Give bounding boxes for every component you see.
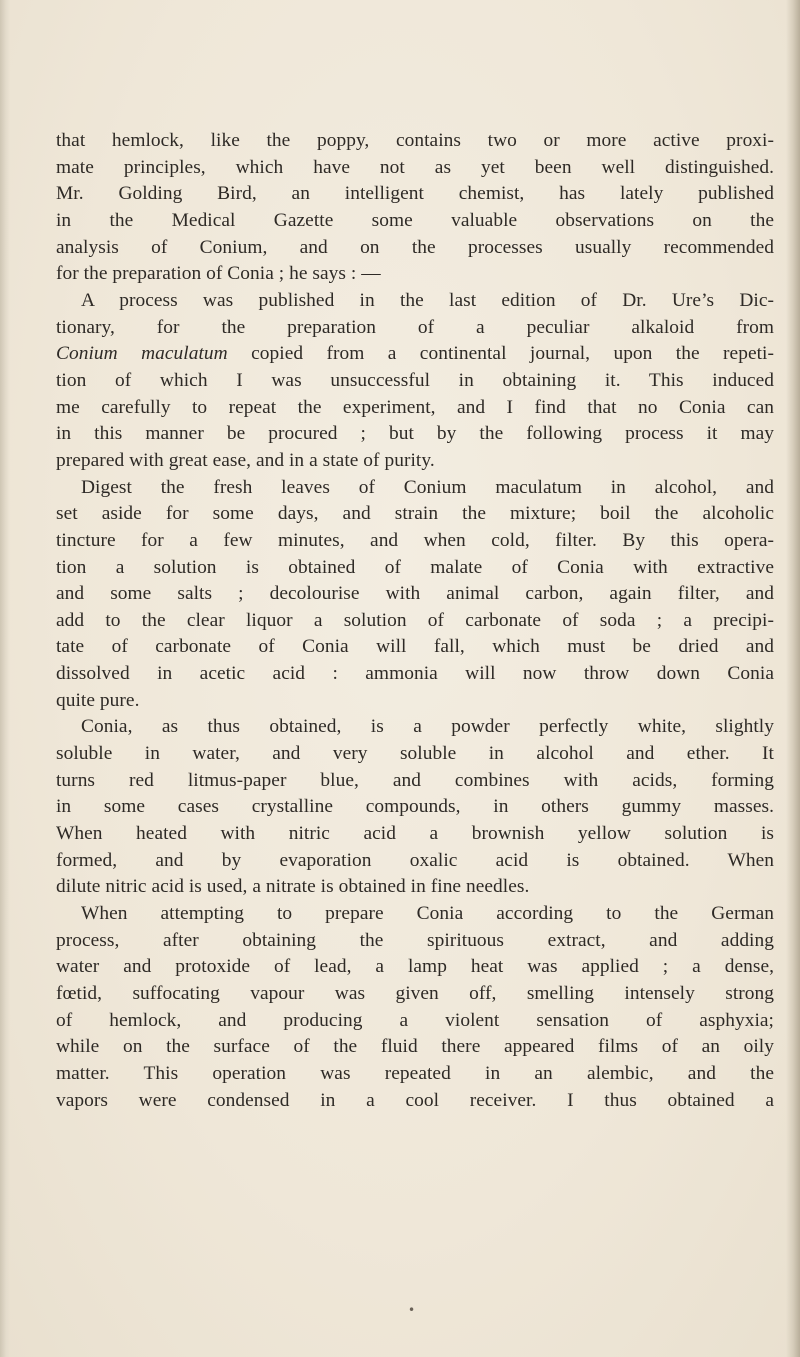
text-line: When heated with nitric acid a brownish yellow solution is: [56, 823, 774, 845]
text-line: in some cases crystalline compounds, in others gummy masses.: [56, 796, 774, 818]
text-line: in this manner be procured ; but by the following process it may: [56, 423, 774, 445]
text-line: dissolved in acetic acid : ammonia will now throw down Conia: [56, 663, 774, 685]
page-binding-edge: [786, 0, 800, 1357]
text-line: prepared with great ease, and in a state of purity.: [56, 449, 435, 471]
text-line: tate of carbonate of Conia will fall, which must be dried and: [56, 636, 774, 658]
text-line-with-italic: [56, 341, 774, 368]
text-line: process, after obtaining the spirituous extract, and adding: [56, 929, 774, 951]
page-left-edge: [0, 0, 10, 1357]
text-line: that hemlock, like the poppy, contains two or more active proxi-: [56, 130, 774, 151]
text-line: matter. This operation was repeated in an alembic, and the: [56, 1062, 774, 1084]
text-line: analysis of Conium, and on the processes usually recommended: [56, 236, 774, 258]
body-text: [56, 128, 774, 1114]
text-line: turns red litmus-paper blue, and combines with acids, forming: [56, 769, 774, 791]
text-line: Conia, as thus obtained, is a powder perfectly white, slightly: [81, 716, 774, 738]
text-line: formed, and by evaporation oxalic acid is obtained. When: [56, 849, 774, 871]
text-line: tincture for a few minutes, and when cold, filter. By this opera-: [56, 529, 774, 551]
text-line: fœtid, suffocating vapour was given off, smelling intensely strong: [56, 983, 774, 1004]
text-line: in the Medical Gazette some valuable observations on the: [56, 209, 774, 231]
text-line: for the preparation of Conia ; he says : —: [56, 263, 381, 285]
text-line: Digest the fresh leaves of Conium maculatum in alcohol, and: [81, 476, 774, 498]
text-line: soluble in water, and very soluble in alcohol and ether. It: [56, 743, 774, 765]
text-fragment: copied from a continental journal, upon the repeti-: [251, 343, 774, 365]
text-line: of hemlock, and producing a violent sensation of asphyxia;: [56, 1009, 774, 1031]
text-line: tionary, for the preparation of a peculiar alkaloid from: [56, 316, 774, 338]
text-line: When attempting to prepare Conia according to the German: [81, 903, 774, 925]
text-line: while on the surface of the fluid there appeared films of an oily: [56, 1036, 774, 1058]
text-line: add to the clear liquor a solution of carbonate of soda ; a precipi-: [56, 609, 774, 631]
text-line: set aside for some days, and strain the mixture; boil the alcoholic: [56, 503, 774, 525]
text-line: and some salts ; decolourise with animal carbon, again filter, and: [56, 583, 774, 605]
text-line: water and protoxide of lead, a lamp heat was applied ; a dense,: [56, 956, 774, 978]
text-line: mate principles, which have not as yet been well distinguished.: [56, 156, 774, 178]
text-line: A process was published in the last edition of Dr. Ure’s Dic-: [81, 289, 774, 311]
text-line: dilute nitric acid is used, a nitrate is obtained in fine needles.: [56, 876, 530, 898]
text-line: me carefully to repeat the experiment, and I find that no Conia can: [56, 396, 774, 418]
text-line: tion a solution is obtained of malate of Conia with extractive: [56, 556, 774, 578]
printer-mark: •: [408, 1303, 416, 1317]
text-line: quite pure.: [56, 689, 140, 711]
text-line: vapors were condensed in a cool receiver. I thus obtained a: [56, 1089, 774, 1111]
species-name-italic: Conium maculatum: [56, 343, 228, 365]
text-line: tion of which I was unsuccessful in obtaining it. This induced: [56, 369, 774, 391]
text-line: Mr. Golding Bird, an intelligent chemist, has lately published: [56, 183, 774, 205]
